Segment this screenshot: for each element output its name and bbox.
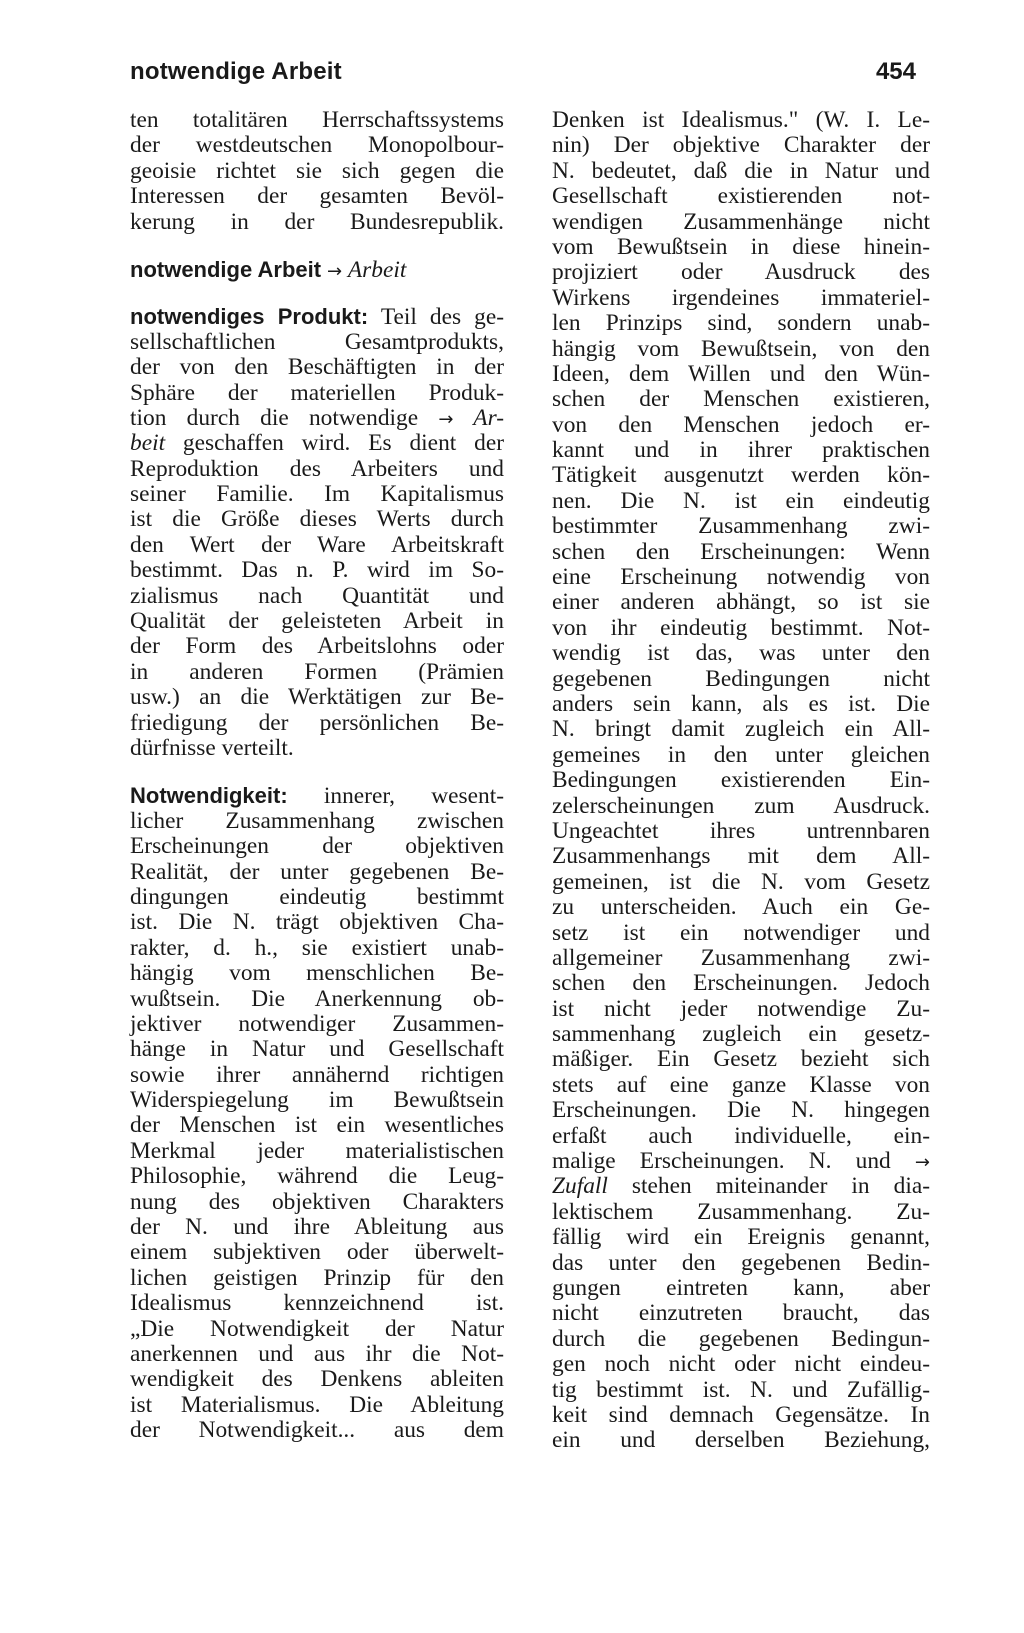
text-line: Bedingungen existierenden Ein- bbox=[552, 767, 930, 794]
running-head: notwendige Arbeit bbox=[130, 58, 342, 85]
xref-link[interactable]: beit bbox=[130, 430, 166, 457]
text-line: Widerspiegelung im Bewußtsein bbox=[130, 1087, 504, 1114]
text-line: schen den Erscheinungen. Jedoch bbox=[552, 970, 930, 997]
text-line: bestimmt. Das n. P. wird im So- bbox=[130, 557, 504, 584]
text-line: seiner Familie. Im Kapitalismus bbox=[130, 481, 504, 508]
text-line: Reproduktion des Arbeiters und bbox=[130, 455, 504, 482]
text-line: gen noch nicht oder nicht eindeu- bbox=[552, 1351, 930, 1378]
text-line: Ungeachtet ihres untrennbaren bbox=[552, 817, 930, 844]
text-line: sammenhang zugleich ein gesetz- bbox=[552, 1021, 930, 1048]
text-line: Tätigkeit ausgenutzt werden kön- bbox=[552, 462, 930, 489]
text-line: der Menschen ist ein wesentliches bbox=[130, 1112, 504, 1139]
text-line: das unter den gegebenen Bedin- bbox=[552, 1249, 930, 1276]
text-line: wendigen Zusammenhänge nicht bbox=[552, 208, 930, 235]
text-line: nen. Die N. ist ein eindeutig bbox=[552, 487, 930, 514]
text-line: lektischem Zusammenhang. Zu- bbox=[552, 1198, 930, 1225]
text-line: usw.) an die Werktätigen zur Be- bbox=[130, 684, 504, 711]
text-line: den Wert der Ware Arbeitskraft bbox=[130, 531, 504, 558]
entry-text: malige Erscheinungen. N. und bbox=[552, 1148, 915, 1175]
text-line: lichen geistigen Prinzip für den bbox=[130, 1264, 504, 1291]
text-line: nung des objektiven Charakters bbox=[130, 1188, 504, 1215]
xref-link[interactable]: Ar- bbox=[453, 404, 504, 431]
text-line: gemeinen, ist die N. vom Gesetz bbox=[552, 868, 930, 895]
text-line: Erscheinungen. Die N. hingegen bbox=[552, 1097, 930, 1124]
text-line: Merkmal jeder materialistischen bbox=[130, 1137, 504, 1164]
right-column bbox=[552, 108, 930, 1454]
text-line: anerkennen und aus ihr die Not- bbox=[130, 1340, 504, 1367]
text-line: hänge in Natur und Gesellschaft bbox=[130, 1036, 504, 1063]
text-line: gemeines in den unter gleichen bbox=[552, 741, 930, 768]
text-line: durch die gegebenen Bedingun- bbox=[552, 1325, 930, 1352]
text-line: setz ist ein notwendiger und bbox=[552, 919, 930, 946]
text-line: keit sind demnach Gegensätze. In bbox=[552, 1401, 930, 1428]
entry-lines bbox=[552, 1200, 930, 1454]
text-line: Denken ist Idealismus." (W. I. Le- bbox=[552, 107, 930, 133]
arrow-icon: → bbox=[914, 1152, 930, 1174]
text-line: Sphäre der materiellen Produk- bbox=[130, 379, 504, 406]
page-number: 454 bbox=[875, 58, 916, 85]
text-line: der Notwendigkeit... aus dem bbox=[130, 1417, 504, 1444]
text-line: der N. und ihre Ableitung aus bbox=[130, 1214, 504, 1241]
text-line: der von den Beschäftigten in der bbox=[130, 354, 504, 381]
entry-text: stehen miteinander in dia- bbox=[607, 1173, 930, 1200]
text-line: wendig ist das, was unter den bbox=[552, 640, 930, 667]
text-line: in anderen Formen (Prämien bbox=[130, 658, 504, 685]
text-line: Interessen der gesamten Bevöl- bbox=[130, 183, 504, 210]
text-line: Philosophie, während die Leug- bbox=[130, 1163, 504, 1190]
text-line: hängig vom Bewußtsein, von den bbox=[552, 335, 930, 362]
text-line: fällig wird ein Ereignis genannt, bbox=[552, 1224, 930, 1251]
entry-lines bbox=[552, 108, 930, 1149]
text-line: der westdeutschen Monopolbour- bbox=[130, 132, 504, 159]
text-line: N. bringt damit zugleich ein All- bbox=[552, 716, 930, 743]
text-line: friedigung der persönlichen Be- bbox=[130, 709, 504, 736]
text-line: hängig vom menschlichen Be- bbox=[130, 960, 504, 987]
text-line: dingungen eindeutig bestimmt bbox=[130, 883, 504, 910]
text-line: Ideen, dem Willen und den Wün- bbox=[552, 360, 930, 387]
text-line: projiziert oder Ausdruck des bbox=[552, 259, 930, 286]
text-line: einem subjektiven oder überwelt- bbox=[130, 1239, 504, 1266]
xref-link[interactable]: Zufall bbox=[552, 1173, 608, 1200]
text-line: erfaßt auch individuelle, ein- bbox=[552, 1122, 930, 1149]
text-line: Wirkens irgendeines immateriel- bbox=[552, 284, 930, 311]
text-line: N. bedeutet, daß die in Natur und bbox=[552, 157, 930, 184]
xref-headword: notwendige Arbeit bbox=[130, 256, 322, 282]
text-line: sellschaftlichen Gesamtprodukts, bbox=[130, 328, 504, 355]
text-line: schen den Erscheinungen: Wenn bbox=[552, 538, 930, 565]
text-line: wußtsein. Die Anerkennung ob- bbox=[130, 985, 504, 1012]
entry-text: innerer, wesent- bbox=[287, 783, 504, 810]
text-line: gungen eintreten kann, aber bbox=[552, 1274, 930, 1301]
text-line: wendigkeit des Denkens ableiten bbox=[130, 1366, 504, 1393]
text-line: einer anderen abhängt, so ist sie bbox=[552, 589, 930, 616]
text-line: nicht einzutreten braucht, das bbox=[552, 1300, 930, 1327]
text-line: der Form des Arbeitslohns oder bbox=[130, 633, 504, 660]
text-line: sowie ihrer annähernd richtigen bbox=[130, 1061, 504, 1088]
text-line: vom Bewußtsein in diese hinein- bbox=[552, 233, 930, 260]
entry-headword: notwendiges Produkt: bbox=[130, 304, 369, 330]
text-line: geoisie richtet sie sich gegen die bbox=[130, 157, 504, 184]
continued-paragraph bbox=[130, 108, 504, 235]
arrow-icon: → bbox=[326, 260, 343, 282]
entry-text: Teil des ge- bbox=[368, 304, 505, 331]
text-line: „Die Notwendigkeit der Natur bbox=[130, 1315, 504, 1342]
text-line: Idealismus kennzeichnend ist. bbox=[130, 1290, 504, 1317]
text-line: kerung in der Bundesrepublik. bbox=[130, 208, 504, 235]
text-line: stets auf eine ganze Klasse von bbox=[552, 1071, 930, 1098]
text-line: ein und derselben Beziehung, bbox=[552, 1427, 930, 1454]
text-line: bestimmter Zusammenhang zwi- bbox=[552, 513, 930, 540]
left-column bbox=[130, 108, 504, 1444]
text-line: anders sein kann, als es ist. Die bbox=[552, 690, 930, 717]
text-line: Zusammenhangs mit dem All- bbox=[552, 843, 930, 870]
text-line: tig bestimmt ist. N. und Zufällig- bbox=[552, 1376, 930, 1403]
xref-entry bbox=[130, 257, 504, 282]
text-line: Qualität der geleisteten Arbeit in bbox=[130, 608, 504, 635]
entry-text: tion durch die notwendige bbox=[130, 404, 439, 431]
entry-lines bbox=[130, 457, 504, 762]
text-line: dürfnisse verteilt. bbox=[130, 734, 294, 761]
text-line: zelerscheinungen zum Ausdruck. bbox=[552, 792, 930, 819]
text-line: allgemeiner Zusammenhang zwi- bbox=[552, 944, 930, 971]
entry-notwendigkeit bbox=[130, 783, 504, 1443]
text-line: kannt und in ihrer praktischen bbox=[552, 437, 930, 464]
arrow-icon: → bbox=[438, 408, 454, 430]
text-line: eine Erscheinung notwendig von bbox=[552, 564, 930, 591]
entry-lines bbox=[130, 330, 504, 406]
text-line: len Prinzips sind, sondern unab- bbox=[552, 310, 930, 337]
text-line: zialismus nach Quantität und bbox=[130, 582, 504, 609]
entry-text: geschaffen wird. Es dient der bbox=[165, 430, 504, 457]
text-line: ist die Größe dieses Werts durch bbox=[130, 506, 504, 533]
entry-headword: Notwendigkeit: bbox=[130, 783, 288, 809]
text-line: gegebenen Bedingungen nicht bbox=[552, 665, 930, 692]
text-line: rakter, d. h., sie existiert unab- bbox=[130, 934, 504, 961]
text-line: licher Zusammenhang zwischen bbox=[130, 807, 504, 834]
text-line: jektiver notwendiger Zusammen- bbox=[130, 1010, 504, 1037]
text-line: ist. Die N. trägt objektiven Cha- bbox=[130, 909, 504, 936]
text-line: Erscheinungen der objektiven bbox=[130, 833, 504, 860]
entry-lines bbox=[130, 809, 504, 1444]
text-line: von den Menschen jedoch er- bbox=[552, 411, 930, 438]
text-line: Realität, der unter gegebenen Be- bbox=[130, 858, 504, 885]
text-line: ten totalitären Herrschaftssystems bbox=[130, 107, 504, 133]
text-line: schen der Menschen existieren, bbox=[552, 386, 930, 413]
text-line: nin) Der objektive Charakter der bbox=[552, 132, 930, 159]
xref-target[interactable]: Arbeit bbox=[347, 256, 407, 283]
text-line: von ihr eindeutig bestimmt. Not- bbox=[552, 614, 930, 641]
text-line: ist nicht jeder notwendige Zu- bbox=[552, 995, 930, 1022]
text-line: zu unterscheiden. Auch ein Ge- bbox=[552, 894, 930, 921]
text-line: Gesellschaft existierenden not- bbox=[552, 183, 930, 210]
text-line: ist Materialismus. Die Ableitung bbox=[130, 1391, 504, 1418]
entry-notwendiges-produkt bbox=[130, 304, 504, 761]
text-line: mäßiger. Ein Gesetz bezieht sich bbox=[552, 1046, 930, 1073]
